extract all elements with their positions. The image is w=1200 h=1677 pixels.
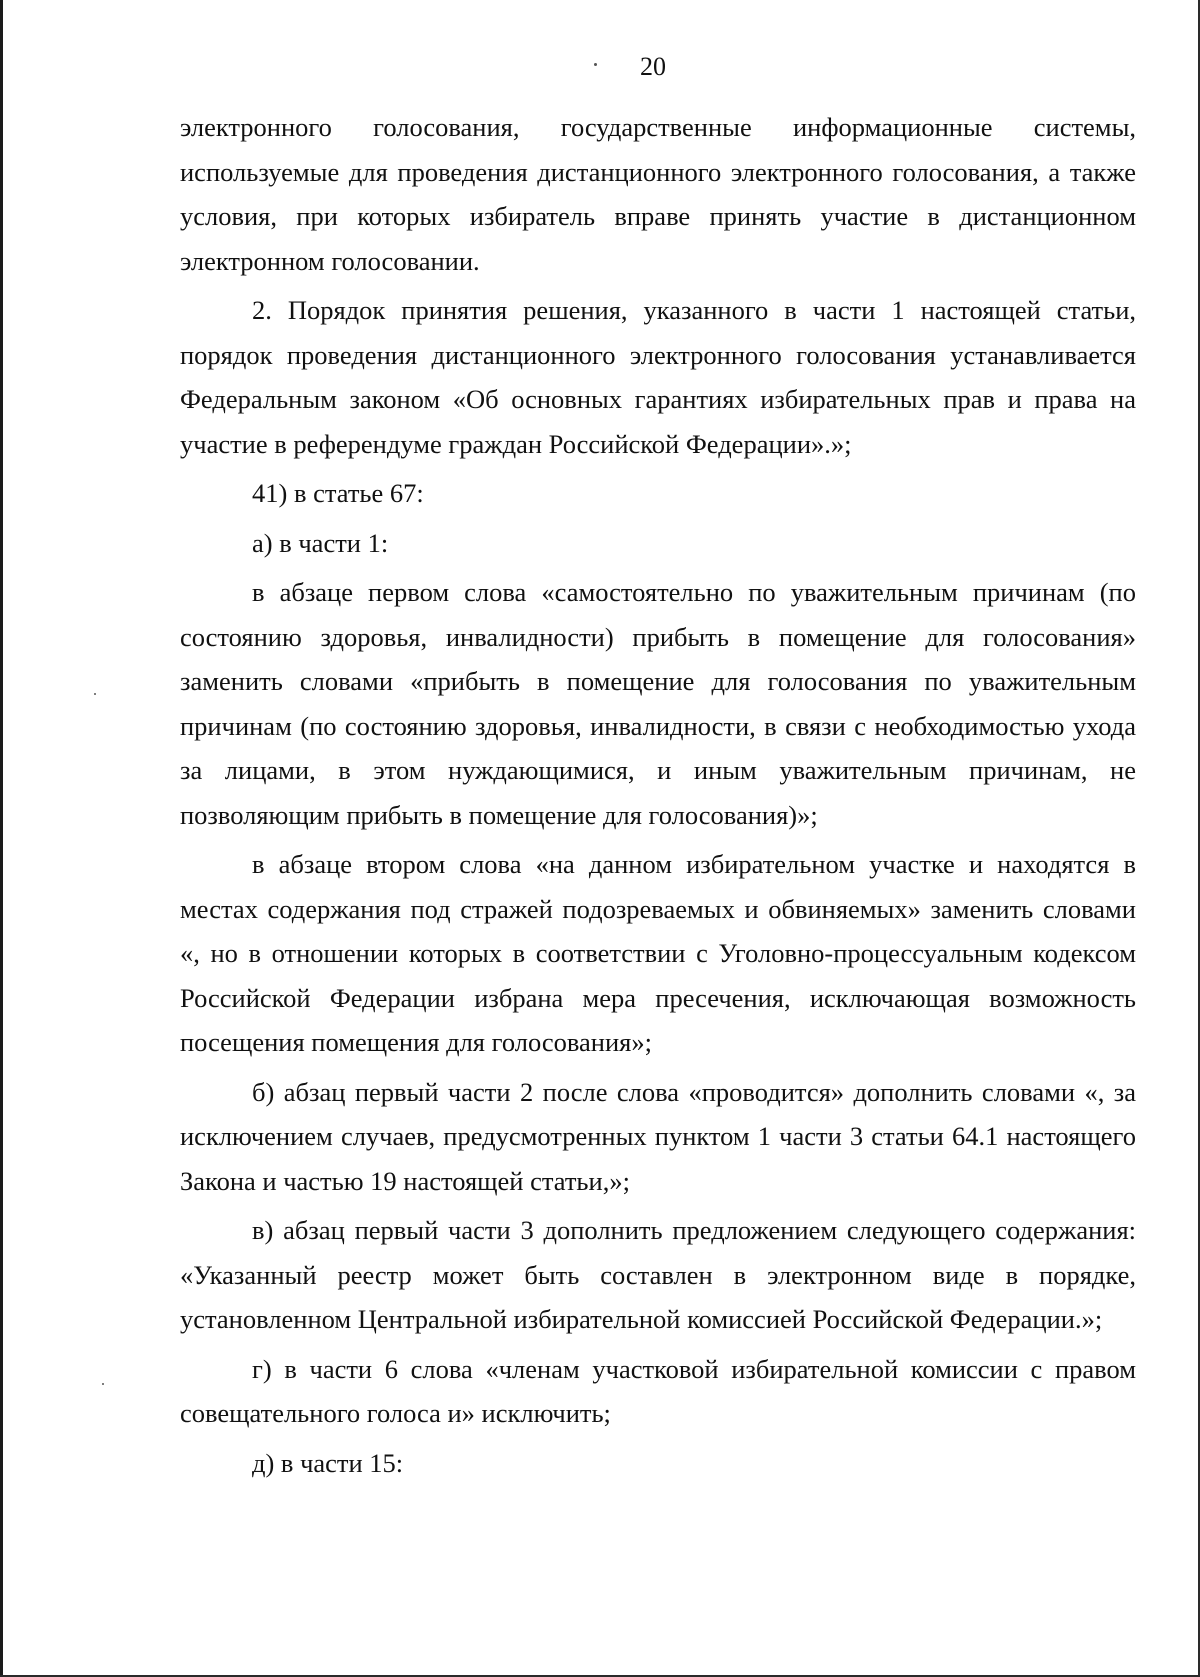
paragraph-continuation: электронного голосования, государственные информационные системы, используемые для проведения дистанционного электронного голосования, а также условия, при которых избиратель вправе принять участие в дистанционном электронном голосовании. bbox=[180, 112, 1136, 276]
scan-edge-left bbox=[0, 0, 3, 1677]
paragraph-subitem-b: б) абзац первый части 2 после слова «проводится» дополнить словами «, за исключением случаев, предусмотренных пунктом 1 части 3 статьи 64.1 настоящего Закона и частью 19 настоящей статьи,»; bbox=[180, 1076, 1136, 1196]
paragraph-subitem-a: а) в части 1: bbox=[252, 527, 389, 558]
paragraph-item-41: 41) в статье 67: bbox=[252, 478, 424, 508]
scan-speck bbox=[594, 63, 597, 66]
scan-speck bbox=[94, 693, 96, 695]
scan-speck bbox=[102, 1383, 104, 1385]
page-number: 20 bbox=[640, 52, 666, 81]
paragraph-second-abzac: в абзаце втором слова «на данном избирательном участке и находятся в местах содержания под стражей подозреваемых и обвиняемых» заменить словами «, но в отношении которых в соответствии с Уголовно-процессуальным кодексом Российской Федерации избрана мера пресечения, исключающая возможность посещения помещения для голосования»; bbox=[180, 849, 1136, 1057]
paragraph-subitem-d: д) в части 15: bbox=[252, 1447, 404, 1478]
document-body bbox=[180, 105, 1136, 1490]
paragraph-first-abzac: в абзаце первом слова «самостоятельно по уважительным причинам (по состоянию здоровья, инвалидности) прибыть в помещение для голосования» заменить словами «прибыть в помещение для голосования по уважительным причинам (по состоянию здоровья, инвалидности, в связи с необходимостью ухода за лицами, в этом нуждающимися, и иным уважительным причинам, не позволяющим прибыть в помещение для голосования)»; bbox=[180, 577, 1136, 830]
paragraph-subitem-g: г) в части 6 слова «членам участковой избирательной комиссии с правом совещательного голоса и» исключить; bbox=[180, 1353, 1136, 1428]
paragraph-subitem-v: в) абзац первый части 3 дополнить предложением следующего содержания: «Указанный реестр может быть составлен в электронном виде в порядке, установленном Центральной избирательной комиссией Российской Федерации.»; bbox=[180, 1215, 1136, 1334]
paragraph-part-2: 2. Порядок принятия решения, указанного в части 1 настоящей статьи, порядок проведения дистанционного электронного голосования устанавливается Федеральным законом «Об основных гарантиях избирательных прав и права на участие в референдуме граждан Российской Федерации».»; bbox=[180, 295, 1136, 459]
